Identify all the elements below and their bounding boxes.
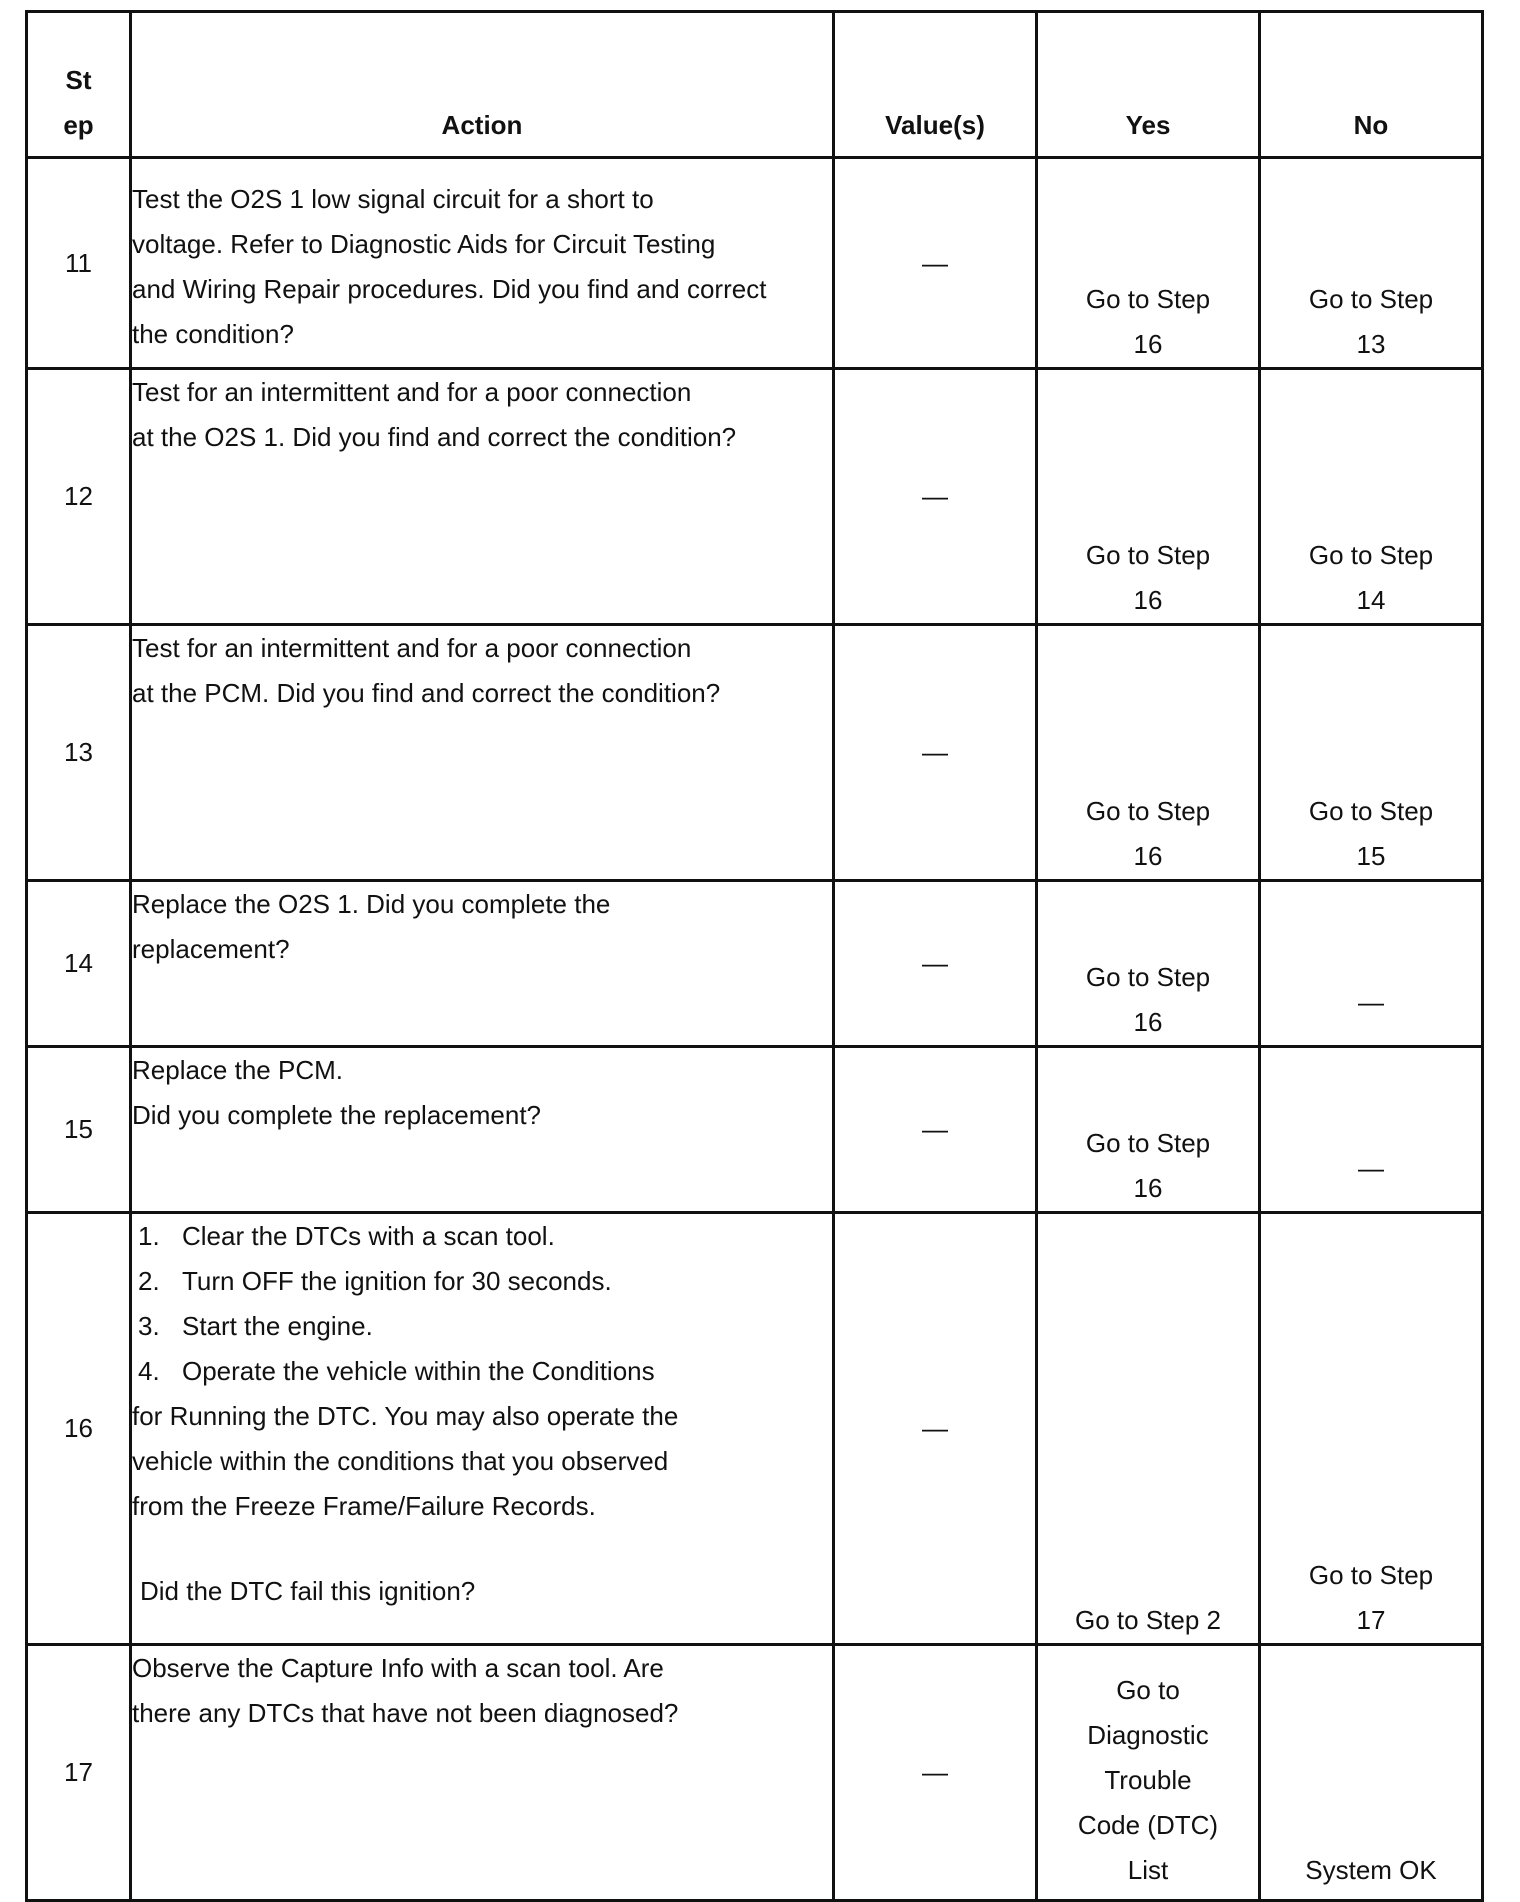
value-cell: — <box>834 369 1037 625</box>
no-cell <box>1260 1213 1483 1645</box>
table-row <box>27 1645 1483 1901</box>
action-text: at the PCM. Did you find and correct the condition? <box>132 678 721 708</box>
step-number: 15 <box>27 1047 131 1213</box>
yes-cell <box>1037 625 1260 881</box>
action-text: at the O2S 1. Did you find and correct the condition? <box>132 422 737 452</box>
step-number: 14 <box>27 881 131 1047</box>
header-yes: Yes <box>1037 12 1260 158</box>
list-number: 2. <box>138 1266 160 1296</box>
action-text: Test the O2S 1 low signal circuit for a short to <box>132 184 654 214</box>
list-text: Start the engine. <box>182 1311 373 1341</box>
list-text: Turn OFF the ignition for 30 seconds. <box>182 1266 612 1296</box>
no-text: 15 <box>1356 841 1386 871</box>
header-no: No <box>1260 12 1483 158</box>
list-number: 1. <box>138 1221 160 1251</box>
no-cell <box>1260 1645 1483 1901</box>
header-action: Action <box>131 12 834 158</box>
action-text: Replace the O2S 1. Did you complete the <box>132 889 611 919</box>
no-text: Go to Step <box>1308 284 1434 314</box>
yes-text: Go to Step 2 <box>1075 1605 1221 1635</box>
step-number: 11 <box>27 158 131 369</box>
header-step-line: ep <box>63 110 94 140</box>
yes-text: Code (DTC) <box>1077 1810 1219 1840</box>
yes-cell <box>1037 1213 1260 1645</box>
action-cell <box>131 1645 834 1901</box>
table-row <box>27 369 1483 625</box>
value-cell: — <box>834 1047 1037 1213</box>
action-text: Observe the Capture Info with a scan tool. Are <box>132 1653 664 1683</box>
yes-text: Go to Step <box>1085 540 1211 570</box>
table-row <box>27 1047 1483 1213</box>
list-text: Operate the vehicle within the Conditions <box>182 1356 655 1386</box>
action-text: voltage. Refer to Diagnostic Aids for Circuit Testing <box>132 229 716 259</box>
no-text: Go to Step <box>1308 1560 1434 1590</box>
table-row <box>27 881 1483 1047</box>
no-text: 17 <box>1356 1605 1386 1635</box>
no-text: — <box>1358 987 1384 1017</box>
value-cell: — <box>834 158 1037 369</box>
no-cell <box>1260 881 1483 1047</box>
yes-cell <box>1037 881 1260 1047</box>
yes-text: Go to Step <box>1085 962 1211 992</box>
no-cell <box>1260 158 1483 369</box>
action-cell <box>131 625 834 881</box>
header-values: Value(s) <box>834 12 1037 158</box>
yes-text: 16 <box>1133 329 1163 359</box>
list-item <box>132 1349 832 1394</box>
yes-text: Go to Step <box>1085 284 1211 314</box>
value-cell: — <box>834 625 1037 881</box>
yes-text: 16 <box>1133 841 1163 871</box>
header-step <box>27 12 131 158</box>
step-number: 13 <box>27 625 131 881</box>
action-cell <box>131 1047 834 1213</box>
action-text: Test for an intermittent and for a poor connection <box>132 633 692 663</box>
list-item <box>132 1259 832 1304</box>
no-cell <box>1260 625 1483 881</box>
list-number: 4. <box>138 1356 160 1386</box>
action-text: the condition? <box>132 319 294 349</box>
action-text: for Running the DTC. You may also operate the <box>132 1401 679 1431</box>
value-cell: — <box>834 881 1037 1047</box>
list-item <box>132 1214 832 1259</box>
yes-text: List <box>1127 1855 1169 1885</box>
action-cell <box>131 369 834 625</box>
yes-text: Go to <box>1116 1675 1180 1705</box>
action-text: Replace the PCM. <box>132 1055 343 1085</box>
yes-cell <box>1037 158 1260 369</box>
yes-cell <box>1037 1047 1260 1213</box>
no-text: 13 <box>1356 329 1386 359</box>
list-item <box>132 1304 832 1349</box>
header-step-line: St <box>65 65 92 95</box>
list-number: 3. <box>138 1311 160 1341</box>
diagnostic-steps-table <box>25 10 1484 1902</box>
action-cell <box>131 158 834 369</box>
no-text: System OK <box>1305 1855 1437 1885</box>
step-number: 17 <box>27 1645 131 1901</box>
step-number: 12 <box>27 369 131 625</box>
action-text: replacement? <box>132 934 290 964</box>
yes-text: Go to Step <box>1085 796 1211 826</box>
table-row <box>27 625 1483 881</box>
action-text: there any DTCs that have not been diagnosed? <box>132 1698 679 1728</box>
action-text: vehicle within the conditions that you observed <box>132 1446 669 1476</box>
no-text: 14 <box>1356 585 1386 615</box>
header-row <box>27 12 1483 158</box>
yes-text: 16 <box>1133 1007 1163 1037</box>
action-text: Test for an intermittent and for a poor connection <box>132 377 692 407</box>
no-cell <box>1260 369 1483 625</box>
action-text: and Wiring Repair procedures. Did you find and correct <box>132 274 767 304</box>
spacer <box>132 1529 832 1569</box>
no-text: — <box>1358 1153 1384 1183</box>
action-text: Did you complete the replacement? <box>132 1100 542 1130</box>
list-text: Clear the DTCs with a scan tool. <box>182 1221 555 1251</box>
yes-cell <box>1037 369 1260 625</box>
no-cell <box>1260 1047 1483 1213</box>
yes-text: Trouble <box>1104 1765 1192 1795</box>
table-row <box>27 158 1483 369</box>
no-text: Go to Step <box>1308 796 1434 826</box>
yes-cell <box>1037 1645 1260 1901</box>
yes-text: Diagnostic <box>1087 1720 1209 1750</box>
yes-text: 16 <box>1133 1173 1163 1203</box>
value-cell: — <box>834 1213 1037 1645</box>
table-row <box>27 1213 1483 1645</box>
action-cell <box>131 1213 834 1645</box>
value-cell: — <box>834 1645 1037 1901</box>
step-number: 16 <box>27 1213 131 1645</box>
yes-text: 16 <box>1133 585 1163 615</box>
action-cell <box>131 881 834 1047</box>
yes-text: Go to Step <box>1085 1128 1211 1158</box>
question-text: Did the DTC fail this ignition? <box>140 1576 476 1606</box>
no-text: Go to Step <box>1308 540 1434 570</box>
action-text: from the Freeze Frame/Failure Records. <box>132 1491 596 1521</box>
